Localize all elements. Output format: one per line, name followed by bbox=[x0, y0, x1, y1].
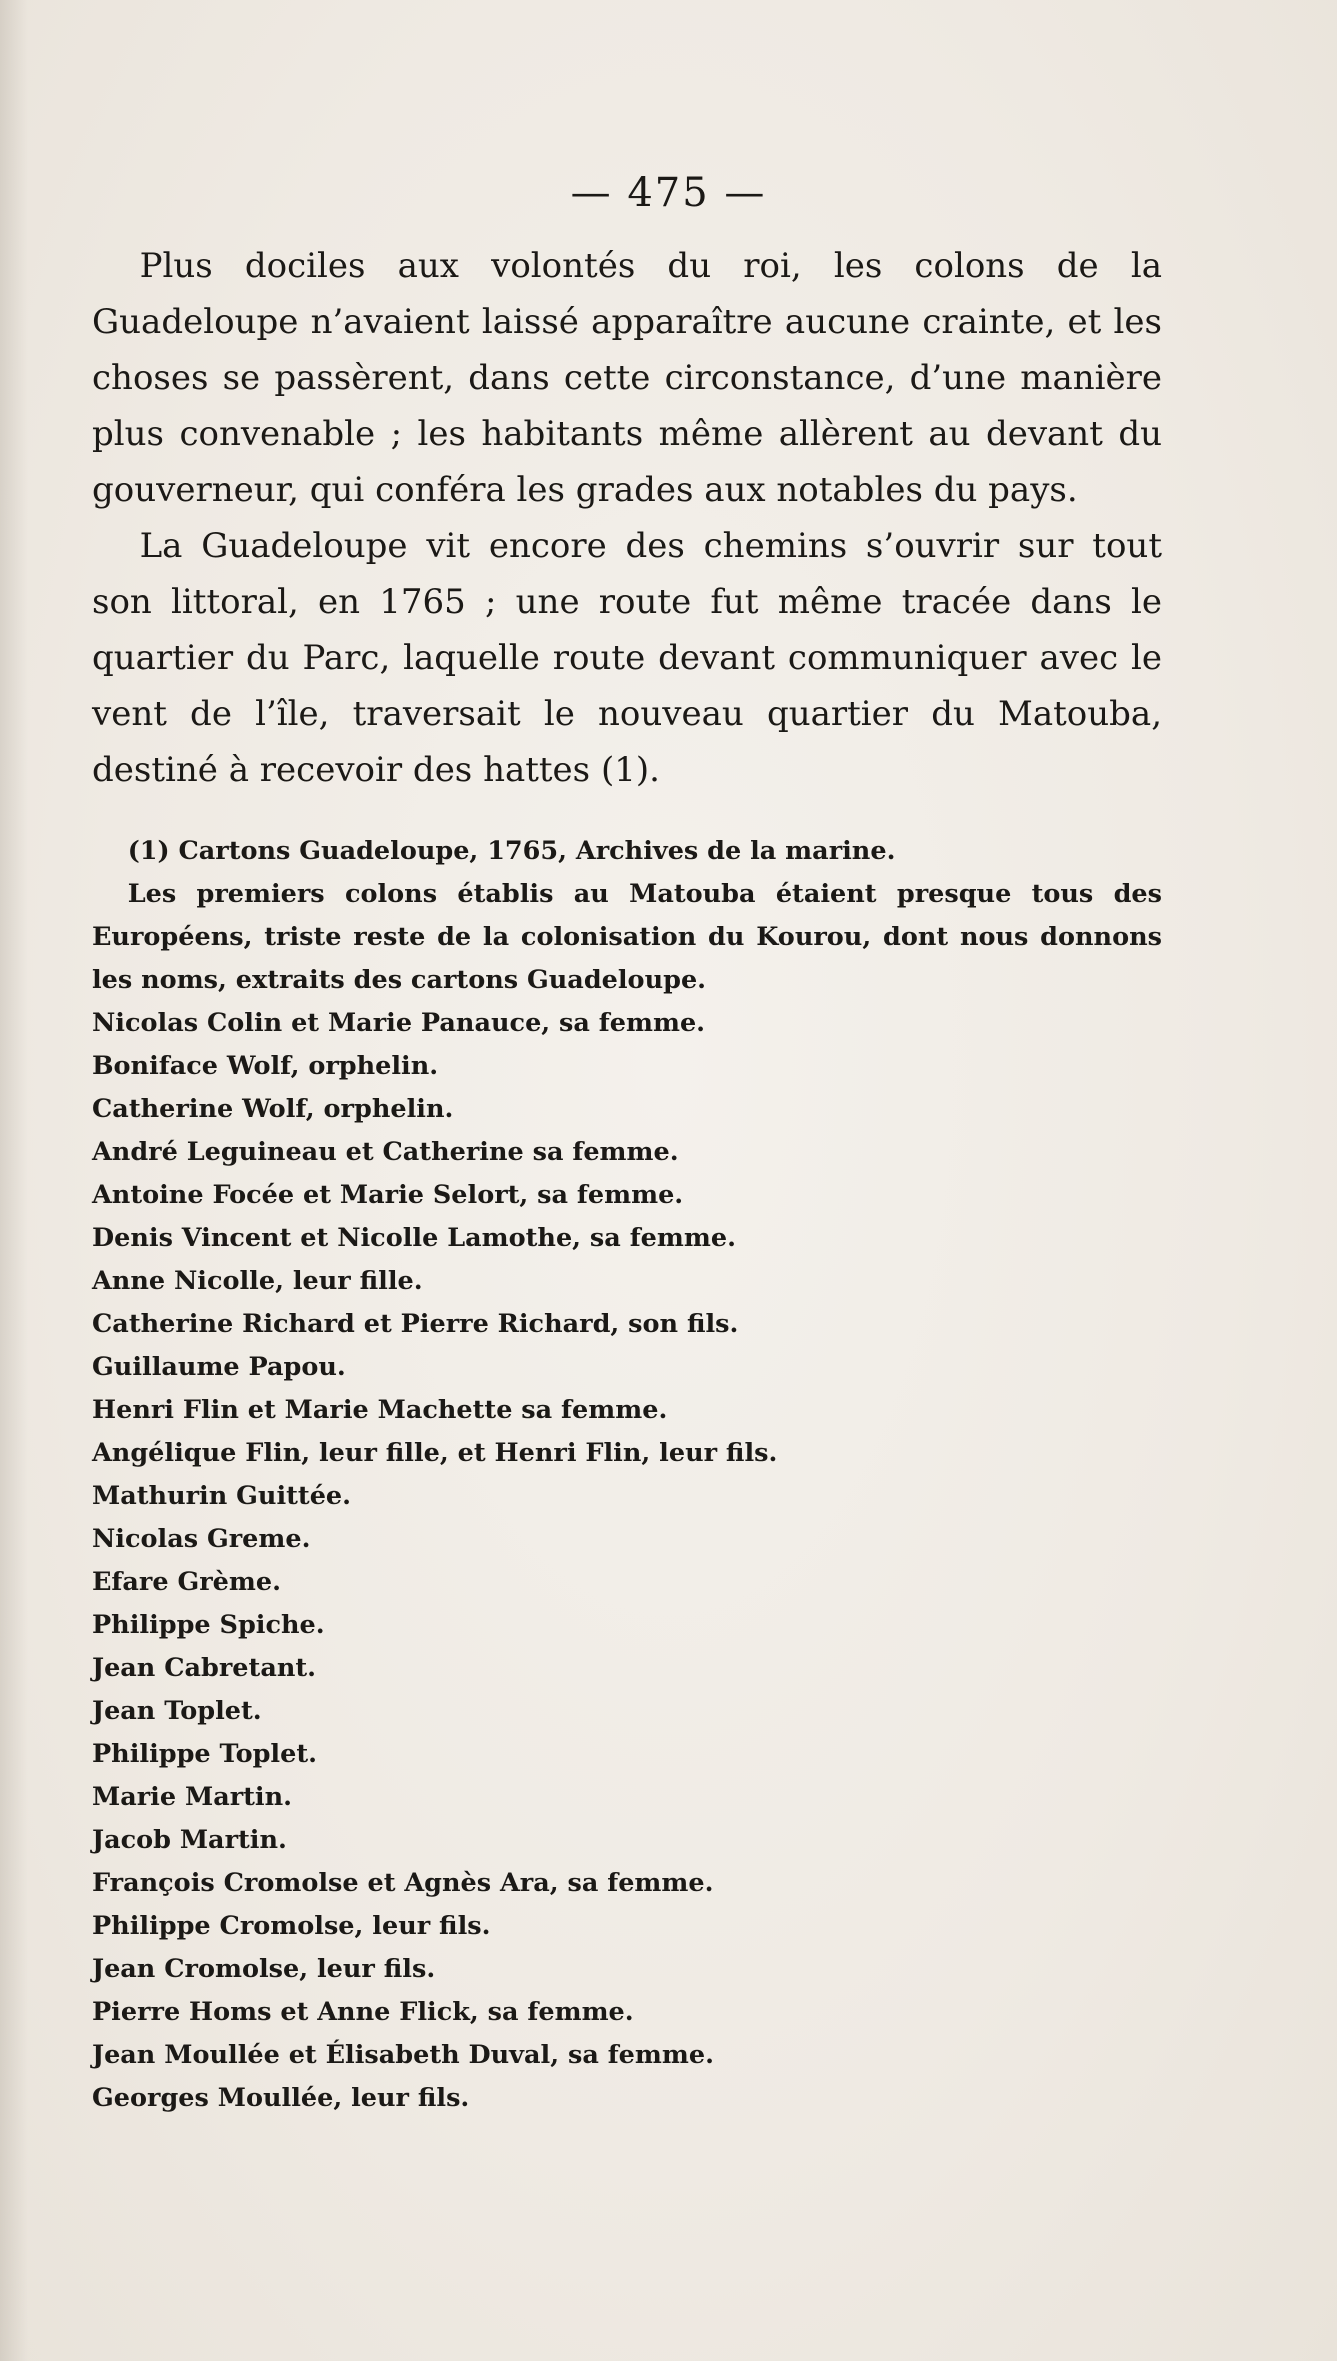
list-item: Guillaume Papou. bbox=[92, 1352, 346, 1382]
list-item: Philippe Spiche. bbox=[92, 1610, 325, 1640]
list-item: Jacob Martin. bbox=[92, 1825, 287, 1855]
footnote-block bbox=[92, 830, 1162, 2120]
main-text bbox=[92, 238, 1162, 798]
paragraph-1: Plus dociles aux volontés du roi, les colons de la Guadeloupe n’avaient laissé apparaître aucune crainte, et les choses se passèrent, dans cette circonstance, d’une manière plus convenable ; les habitants même allèrent au devant du gouverneur, qui conféra les grades aux notables du pays. bbox=[92, 246, 1162, 510]
footnote-intro: Les premiers colons établis au Matouba étaient presque tous des Européens, triste reste de la colonisation du Kourou, dont nous donnons les noms, extraits des cartons Guadeloupe. bbox=[92, 879, 1162, 995]
page-edge-shadow bbox=[0, 0, 28, 2361]
list-item: Mathurin Guittée. bbox=[92, 1481, 352, 1511]
footnote-reference: (1) Cartons Guadeloupe, 1765, Archives de la marine. bbox=[127, 836, 896, 866]
paragraph-2: La Guadeloupe vit encore des chemins s’ouvrir sur tout son littoral, en 1765 ; une route fut même tracée dans le quartier du Parc, laquelle route devant communiquer avec le vent de l’île, traversait le nouveau quartier du Matouba, destiné à recevoir des hattes (1). bbox=[92, 526, 1162, 790]
list-item: Marie Martin. bbox=[92, 1782, 293, 1812]
list-item: Philippe Toplet. bbox=[92, 1739, 317, 1769]
list-item: Jean Moullée et Élisabeth Duval, sa femme. bbox=[92, 2040, 714, 2070]
list-item: Philippe Cromolse, leur fils. bbox=[92, 1911, 491, 1941]
list-item: Jean Toplet. bbox=[92, 1696, 262, 1726]
list-item: Jean Cabretant. bbox=[92, 1653, 317, 1683]
list-item: Denis Vincent et Nicolle Lamothe, sa femme. bbox=[92, 1223, 736, 1253]
list-item: Georges Moullée, leur fils. bbox=[92, 2083, 470, 2113]
list-item: Catherine Wolf, orphelin. bbox=[92, 1094, 454, 1124]
list-item: Pierre Homs et Anne Flick, sa femme. bbox=[92, 1997, 634, 2027]
list-item: François Cromolse et Agnès Ara, sa femme. bbox=[92, 1868, 714, 1898]
list-item: Nicolas Greme. bbox=[92, 1524, 311, 1554]
list-item: Efare Grème. bbox=[92, 1567, 281, 1597]
list-item: Anne Nicolle, leur fille. bbox=[92, 1266, 423, 1296]
list-item: Boniface Wolf, orphelin. bbox=[92, 1051, 439, 1081]
colonist-list bbox=[92, 1002, 1162, 2120]
list-item: Catherine Richard et Pierre Richard, son fils. bbox=[92, 1309, 739, 1339]
list-item: Antoine Focée et Marie Selort, sa femme. bbox=[92, 1180, 684, 1210]
list-item: Angélique Flin, leur fille, et Henri Flin, leur fils. bbox=[92, 1438, 778, 1468]
list-item: Jean Cromolse, leur fils. bbox=[92, 1954, 436, 1984]
page-number: — 475 — bbox=[570, 170, 767, 216]
list-item: Henri Flin et Marie Machette sa femme. bbox=[92, 1395, 668, 1425]
list-item: Nicolas Colin et Marie Panauce, sa femme. bbox=[92, 1008, 706, 1038]
list-item: André Leguineau et Catherine sa femme. bbox=[92, 1137, 679, 1167]
